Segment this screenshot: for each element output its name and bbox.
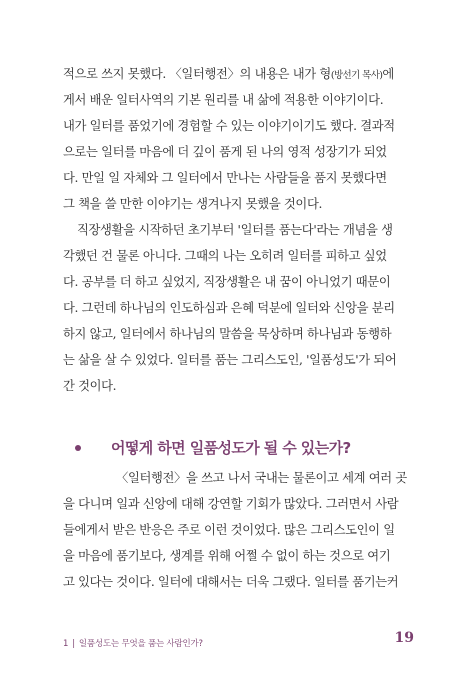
section-heading <box>75 437 351 458</box>
paragraph-line <box>63 66 413 84</box>
text-span: 에 <box>382 67 394 81</box>
paragraph-line: 을 마음에 품기보다, 생계를 위해 어쩔 수 없이 하는 것으로 여기 <box>63 549 391 563</box>
paragraph-line: 그 책을 쓸 만한 이야기는 생겨나지 못했을 것이다. <box>63 197 323 211</box>
text-span: 적으로 쓰지 못했다. 〈일터행전〉의 내용은 내가 형 <box>63 67 331 81</box>
bullet-icon <box>75 445 81 451</box>
paragraph-line: 〈일터행전〉을 쓰고 나서 국내는 물론이고 세계 여러 곳 <box>116 471 407 485</box>
paragraph-line: 으로는 일터를 마음에 더 깊이 품게 된 나의 영적 성장기가 되었 <box>63 145 387 159</box>
chapter-number: 1 <box>63 639 69 649</box>
footer-separator: | <box>72 639 75 649</box>
annotation-text: (방선기 목사) <box>330 70 383 81</box>
paragraph-line: 을 다니며 일과 신앙에 대해 강연할 기회가 많았다. 그러면서 사람 <box>63 497 399 511</box>
paragraph-line: 들에게서 받은 반응은 주로 이런 것이었다. 많은 그리스도인이 일 <box>63 523 395 537</box>
paragraph-line: 다. 그런데 하나님의 인도하심과 은혜 덕분에 일터와 신앙을 분리 <box>63 301 395 315</box>
paragraph-line: 게서 배운 일터사역의 기본 원리를 내 삶에 적용한 이야기이다. <box>63 93 384 107</box>
paragraph-line: 직장생활을 시작하던 초기부터 '일터를 품는다'라는 개념을 생 <box>77 223 393 237</box>
paragraph-line: 간 것이다. <box>63 379 117 393</box>
chapter-title: 일품성도는 무엇을 품는 사람인가? <box>78 639 203 649</box>
paragraph-line: 다. 만일 일 자체와 그 일터에서 만나는 사람들을 품지 못했다면 <box>63 171 387 185</box>
paragraph-line: 각했던 건 물론 아니다. 그때의 나는 오히려 일터를 피하고 싶었 <box>63 249 387 263</box>
running-footer <box>63 637 203 649</box>
paragraph-line: 내가 일터를 품었기에 경험할 수 있는 이야기이기도 했다. 결과적 <box>63 119 395 133</box>
paragraph-line: 다. 공부를 더 하고 싶었지, 직장생활은 내 꿈이 아니었기 때문이 <box>63 275 391 289</box>
page-number: 19 <box>394 630 414 646</box>
paragraph-line: 하지 않고, 일터에서 하나님의 말씀을 묵상하며 하나님과 동행하 <box>63 327 392 341</box>
paragraph-line: 고 있다는 것이다. 일터에 대해서는 더욱 그랬다. 일터를 품기는커 <box>63 575 399 589</box>
paragraph-line: 는 삶을 살 수 있었다. 일터를 품는 그리스도인, '일품성도'가 되어 <box>63 353 397 367</box>
section-heading-text: 어떻게 하면 일품성도가 될 수 있는가? <box>111 439 351 457</box>
